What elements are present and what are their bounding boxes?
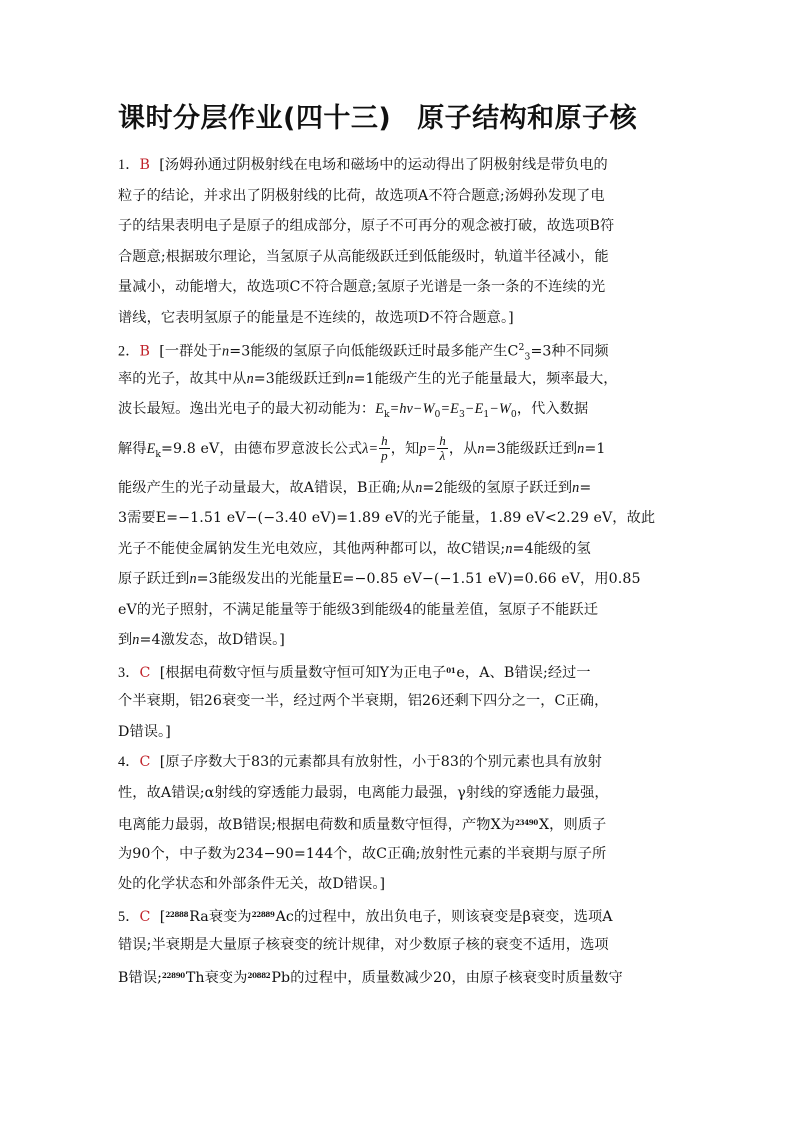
symbol-n: n xyxy=(572,479,580,496)
text-span: Th衰变为 xyxy=(185,969,248,986)
text-span: =4激发态，故D错误。] xyxy=(139,632,285,648)
text-line xyxy=(118,961,680,992)
symbol-n: n xyxy=(132,632,140,648)
text-span: ，从 xyxy=(448,440,478,457)
symbol-n: n xyxy=(577,440,585,457)
answer-item-1 xyxy=(118,150,680,333)
text-line: 量减小，动能增大，故选项C不符合题意;氢原子光谱是一条一条的不连续的光 xyxy=(118,279,606,295)
numerator: h xyxy=(439,433,446,449)
text-line xyxy=(118,333,680,364)
text-span: =3能级跃迁到 xyxy=(484,440,578,457)
text-line: 谱线，它表明氢原子的能量是不连续的，故选项D不符合题意。] xyxy=(118,309,514,326)
symbol-n: n xyxy=(477,440,485,457)
fraction-h-over-lambda xyxy=(437,434,448,462)
title-part-1: 课时分层作业(四十三) xyxy=(118,103,392,134)
text-line: 子的结果表明电子是原子的组成部分，原子不可再分的观念被打破，故选项B符 xyxy=(118,218,615,234)
answer-letter: C xyxy=(139,908,151,925)
text-line xyxy=(118,564,680,595)
text-span: 解得 xyxy=(118,440,147,457)
subscript: 3 xyxy=(524,351,531,363)
text-span: ，知 xyxy=(390,440,420,457)
text-line: D错误。] xyxy=(118,723,171,740)
item-number: 5． xyxy=(118,908,140,925)
explanation-text: [汤姆孙通过阴极射线在电场和磁场中的运动得出了阴极射线是带负电的 xyxy=(159,157,608,173)
text-line: 个半衰期，铝26衰变一半，经过两个半衰期，铝26还剩下四分之一，C正确， xyxy=(118,693,609,709)
item-number: 3． xyxy=(118,664,140,681)
nuclide-prefix: 228​89 xyxy=(251,909,275,919)
text-line xyxy=(118,747,680,778)
text-line: eV的光子照射，不满足能量等于能级3到能级4的能量差值，氢原子不能跃迁 xyxy=(118,601,599,618)
text-line xyxy=(118,473,680,504)
text-span: Ra衰变为 xyxy=(189,908,252,925)
page-title xyxy=(118,96,637,135)
nuclide-prefix: 228​90 xyxy=(161,970,185,980)
superscript: 2 xyxy=(518,342,525,353)
text-line: 处的化学状态和外部条件无关，故D错误。] xyxy=(118,876,386,892)
text-line: 3需要E=−1.51 eV−(−3.40 eV)=1.89 eV的光子能量，1.89 eV<2.29 eV，故此 xyxy=(118,510,656,526)
subscript: k xyxy=(383,408,390,420)
item-number: 1． xyxy=(118,157,140,173)
text-span: =3能级跃迁到 xyxy=(253,370,347,387)
symbol-Ek: E xyxy=(146,440,156,457)
subscript: k xyxy=(155,448,162,460)
nuclide-prefix: 0​1 xyxy=(446,665,456,675)
text-span: X，则质子 xyxy=(538,817,607,833)
answer-letter: B xyxy=(139,343,151,360)
text-line xyxy=(118,150,680,181)
text-span: =9.8 eV，由德布罗意波长公式 xyxy=(161,440,363,457)
numerator: h xyxy=(381,433,388,449)
text-span: Pb的过程中，质量数减少20，由原子核衰变时质量数守 xyxy=(271,969,623,986)
text-span: [原子序数大于83的元素都具有放射性，小于83的个别元素也具有放射 xyxy=(159,754,602,770)
item-number: 2． xyxy=(118,343,140,360)
answer-body xyxy=(118,150,680,991)
text-line xyxy=(118,425,680,473)
text-span: =4能级的氢 xyxy=(512,540,591,557)
text-line xyxy=(118,394,680,425)
text-line xyxy=(118,534,680,565)
text-span: =3能级发出的光能量E=−0.85 eV−(−1.51 eV)=0.66 eV，用0.85 xyxy=(196,571,641,587)
equation: =hν−W xyxy=(389,401,435,417)
text-span: =1 xyxy=(584,440,606,457)
symbol-n: n xyxy=(415,479,423,496)
answer-item-5 xyxy=(118,900,680,992)
text-line: 错误;半衰期是大量原子核衰变的统计规律，对少数原子核的衰变不适用，选项 xyxy=(118,937,609,953)
text-span: =2能级的氢原子跃迁到 xyxy=(422,479,573,496)
text-span: 电离能力最弱，故B错误;根据电荷数和质量数守恒得，产物X为 xyxy=(118,817,516,833)
item-number: 4． xyxy=(118,754,140,770)
subscript: 0 xyxy=(434,408,441,420)
text-span: ，代入数据 xyxy=(516,401,589,417)
symbol-Ek: E xyxy=(375,401,384,417)
nuclide-prefix: 208​82 xyxy=(247,970,271,980)
text-span: 光子不能使金属钠发生光电效应，其他两种都可以，故C错误; xyxy=(118,540,506,557)
denominator: p xyxy=(381,448,388,463)
answer-item-4 xyxy=(118,747,680,900)
subscript: 0 xyxy=(510,408,517,420)
equation: p= xyxy=(419,440,437,457)
text-span: [根据电荷数守恒与质量数守恒可知Y为正电子 xyxy=(159,664,447,681)
equation: =E xyxy=(440,401,459,417)
subscript: 1 xyxy=(483,408,490,420)
text-line xyxy=(118,656,680,687)
symbol-n: n xyxy=(222,343,230,360)
nuclide-prefix: 234​90 xyxy=(515,818,538,827)
answer-letter: C xyxy=(139,754,151,770)
text-span: 率的光子，故其中从 xyxy=(118,370,247,387)
text-span: B错误; xyxy=(118,969,162,986)
equation: −E xyxy=(464,401,484,417)
equation: −W xyxy=(489,401,511,417)
text-line: 粒子的结论，并求出了阴极射线的比荷，故选项A不符合题意;汤姆孙发现了电 xyxy=(118,187,605,204)
answer-letter: B xyxy=(139,157,151,173)
text-line: 为90个，中子数为234−90=144个，故C正确;放射性元素的半衰期与原子所 xyxy=(118,845,607,862)
text-line: 性，故A错误;α射线的穿透能力最弱，电离能力最强，γ射线的穿透能力最强， xyxy=(118,784,609,801)
title-part-2: 原子结构和原子核 xyxy=(417,103,638,134)
symbol-n: n xyxy=(505,540,513,557)
text-line xyxy=(118,808,680,839)
text-span: =3种不同频 xyxy=(530,343,609,360)
text-span: 能级产生的光子动量最大，故A错误，B正确;从 xyxy=(118,479,416,496)
symbol-n: n xyxy=(246,370,254,387)
text-span: [一群处于 xyxy=(159,343,223,360)
text-line: 合题意;根据玻尔理论，当氢原子从高能级跃迁到低能级时，轨道半径减小，能 xyxy=(118,248,609,265)
text-span: 原子跃迁到 xyxy=(118,571,190,587)
text-span: =1能级产生的光子能量最大，频率最大， xyxy=(353,370,618,387)
text-span: 波长最短。逸出光电子的最大初动能为： xyxy=(118,401,376,417)
text-span: Ac的过程中，放出负电子，则该衰变是β衰变，选项A xyxy=(275,908,613,925)
text-span: = xyxy=(579,479,592,496)
subscript: 3 xyxy=(458,408,465,420)
answer-letter: C xyxy=(139,664,151,681)
answer-item-2 xyxy=(118,333,680,656)
nuclide-prefix: 228​88 xyxy=(165,909,189,919)
equation: λ= xyxy=(362,440,379,457)
text-line xyxy=(118,900,680,931)
text-span: 到 xyxy=(118,632,133,648)
text-span: [ xyxy=(159,908,166,925)
text-span: =3能级的氢原子向低能级跃迁时最多能产生C xyxy=(229,343,519,360)
text-span: e，A、B错误;经过一 xyxy=(456,664,591,681)
answer-item-3 xyxy=(118,656,680,748)
symbol-n: n xyxy=(346,370,354,387)
fraction-h-over-p xyxy=(379,434,390,462)
symbol-n: n xyxy=(189,571,197,587)
text-line xyxy=(118,364,680,395)
text-line xyxy=(118,625,680,656)
denominator: λ xyxy=(439,448,446,463)
